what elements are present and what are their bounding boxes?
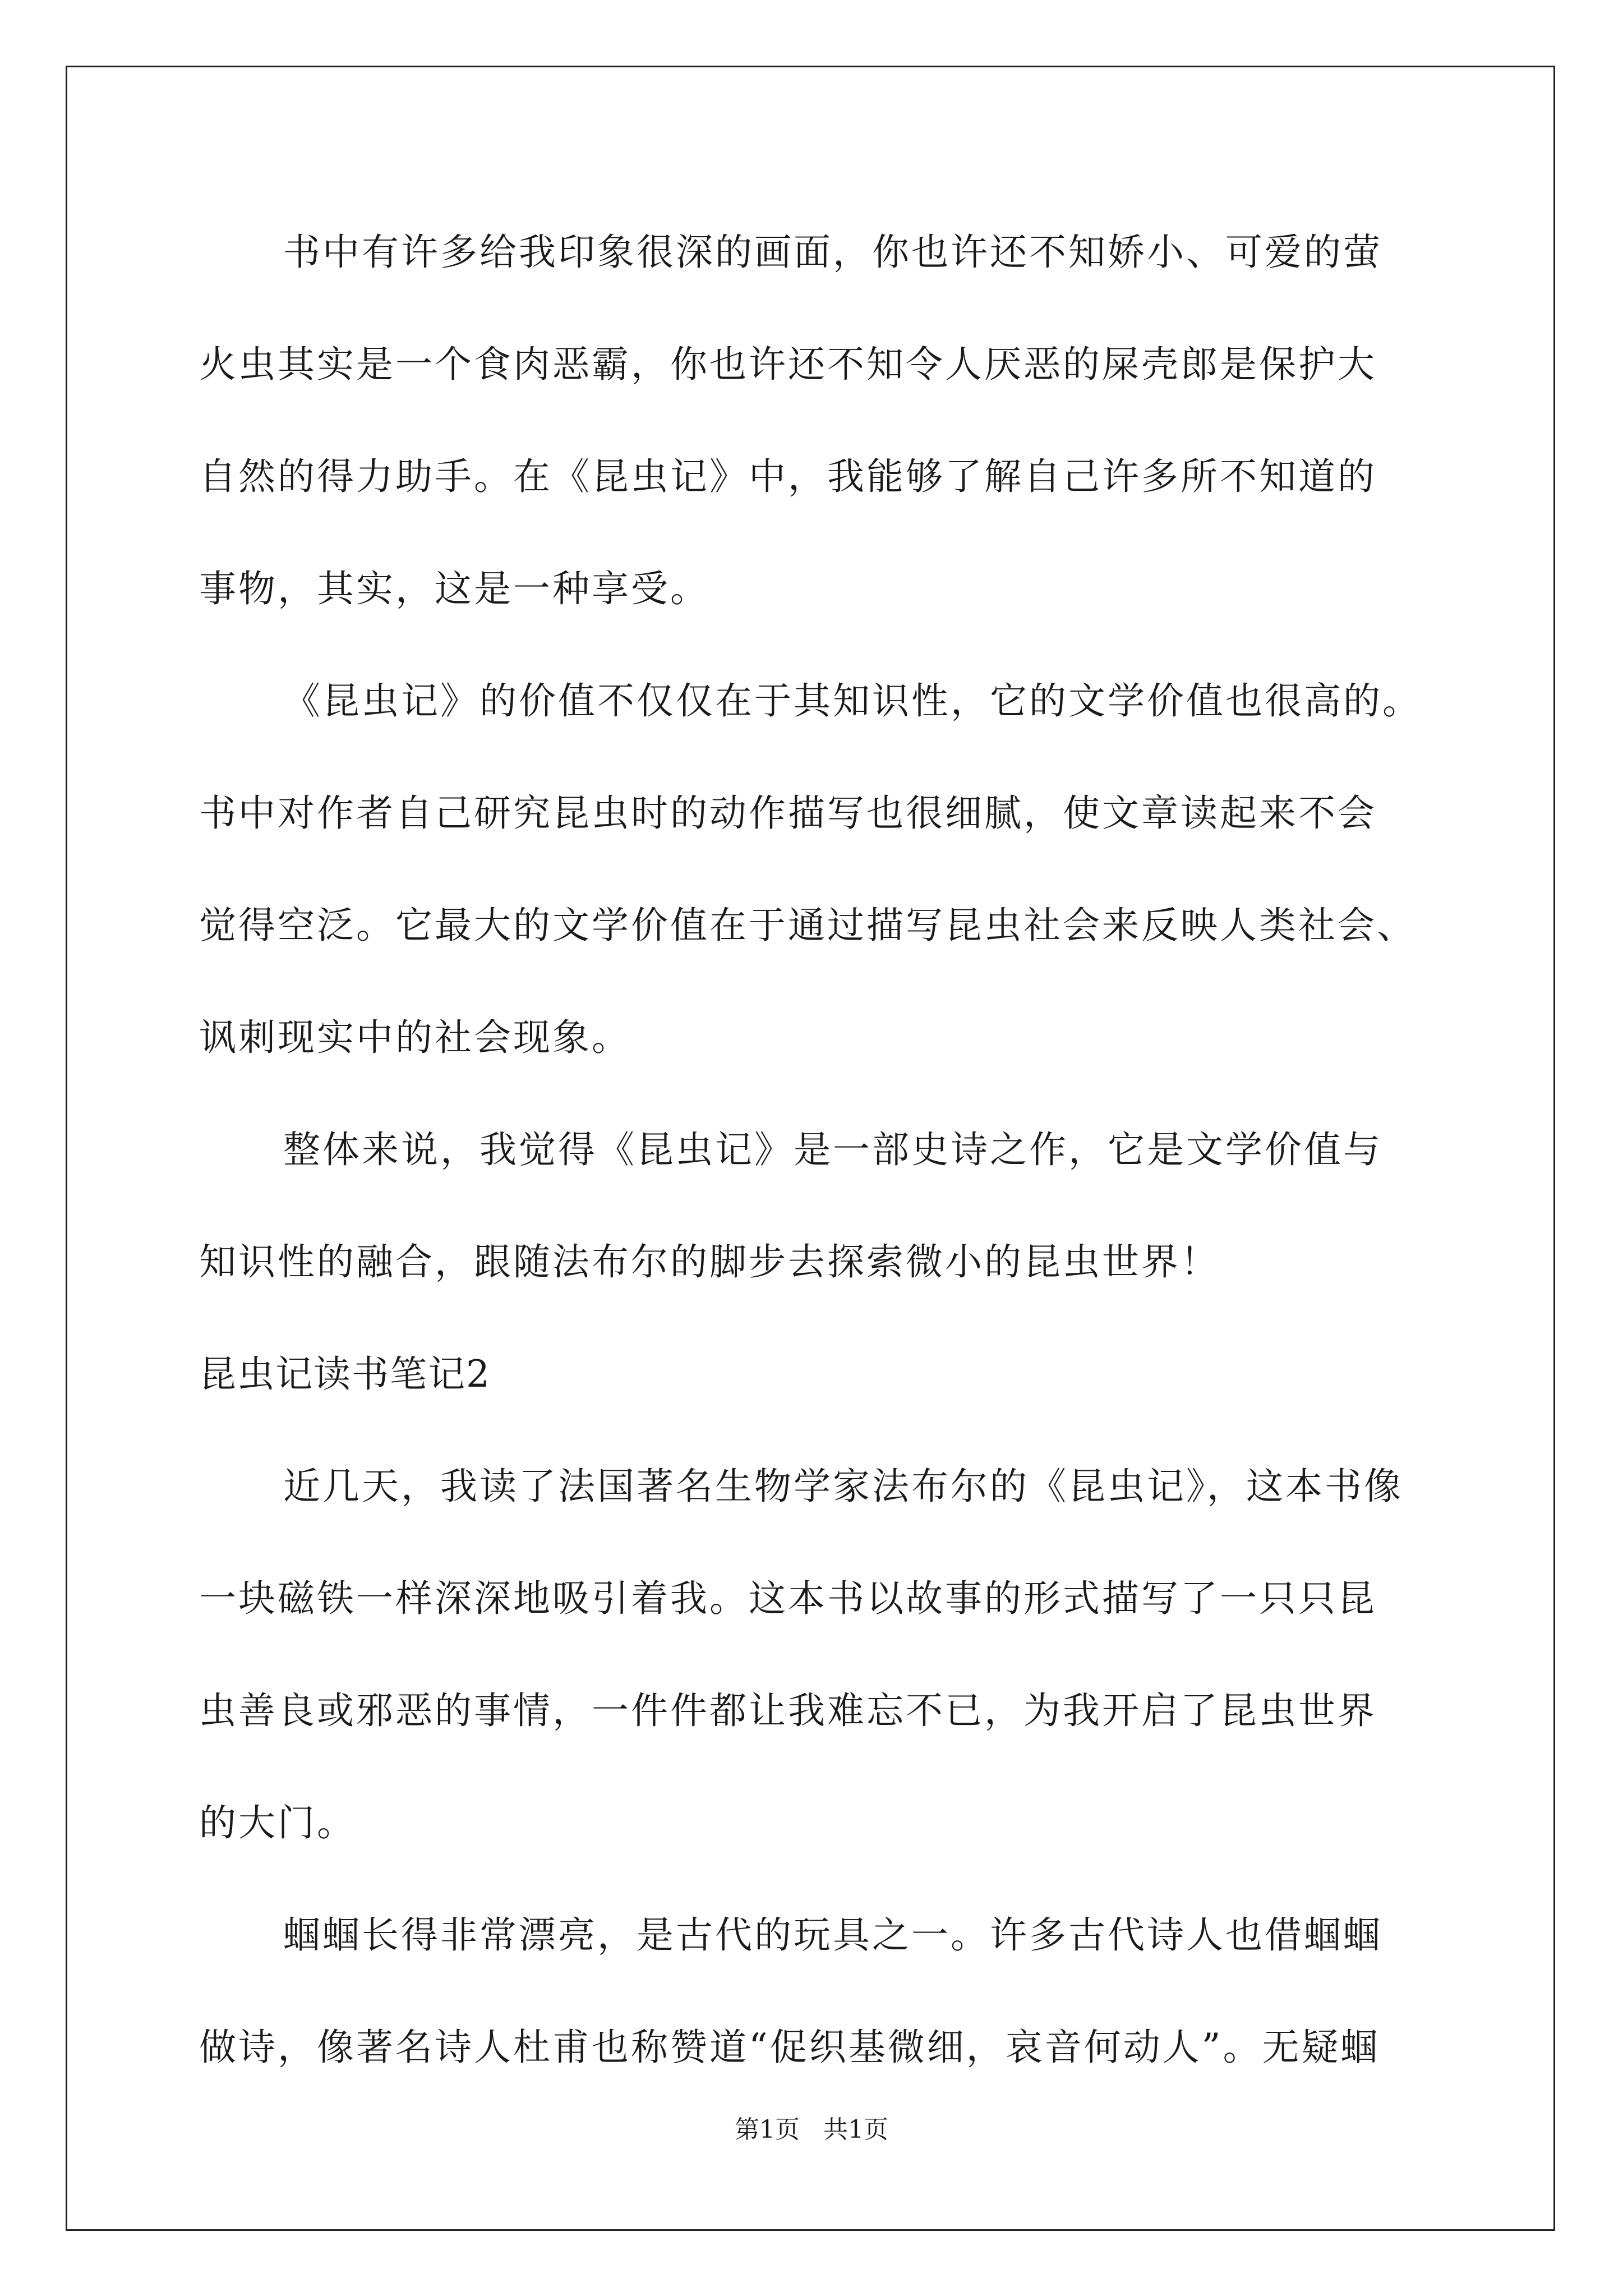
paragraph-line: 知识性的融合，跟随法布尔的脚步去探索微小的昆虫世界！ xyxy=(199,1240,1220,1283)
paragraph-line: 讽刺现实中的社会现象。 xyxy=(199,1016,631,1059)
paragraph-line: 书中有许多给我印象很深的画面，你也许还不知娇小、可爱的萤 xyxy=(283,231,1382,274)
document-body xyxy=(199,219,1433,2126)
paragraph-line: 书中对作者自己研究昆虫时的动作描写也很细腻，使文章读起来不会 xyxy=(199,792,1377,835)
section-heading: 昆虫记读书笔记2 xyxy=(199,1352,491,1396)
paragraph-line: 的大门。 xyxy=(199,1801,356,1844)
paragraph-line: 觉得空泛。它最大的文学价值在于通过描写昆虫社会来反映人类社会、 xyxy=(199,904,1416,947)
paragraph-line: 自然的得力助手。在《昆虫记》中，我能够了解自己许多所不知道的 xyxy=(199,455,1377,498)
paragraph-line: 火虫其实是一个食肉恶霸，你也许还不知令人厌恶的屎壳郎是保护大 xyxy=(199,343,1377,386)
paragraph-line: 做诗，像著名诗人杜甫也称赞道“促织基微细，哀音何动人”。无疑蝈 xyxy=(199,2026,1380,2069)
paragraph-line: 一块磁铁一样深深地吸引着我。这本书以故事的形式描写了一只只昆 xyxy=(199,1577,1377,1620)
page-footer: 第1页 共1页 xyxy=(735,2115,888,2144)
paragraph-line: 近几天，我读了法国著名生物学家法布尔的《昆虫记》，这本书像 xyxy=(283,1465,1403,1508)
paragraph-line: 《昆虫记》的价值不仅仅在于其知识性，它的文学价值也很高的。 xyxy=(283,679,1422,723)
paragraph-line: 整体来说，我觉得《昆虫记》是一部史诗之作，它是文学价值与 xyxy=(283,1128,1382,1171)
paragraph-line: 事物，其实，这是一种享受。 xyxy=(199,567,709,610)
paragraph-line: 蝈蝈长得非常漂亮，是古代的玩具之一。许多古代诗人也借蝈蝈 xyxy=(283,1913,1382,1957)
paragraph-line: 虫善良或邪恶的事情，一件件都让我难忘不已，为我开启了昆虫世界 xyxy=(199,1689,1377,1732)
